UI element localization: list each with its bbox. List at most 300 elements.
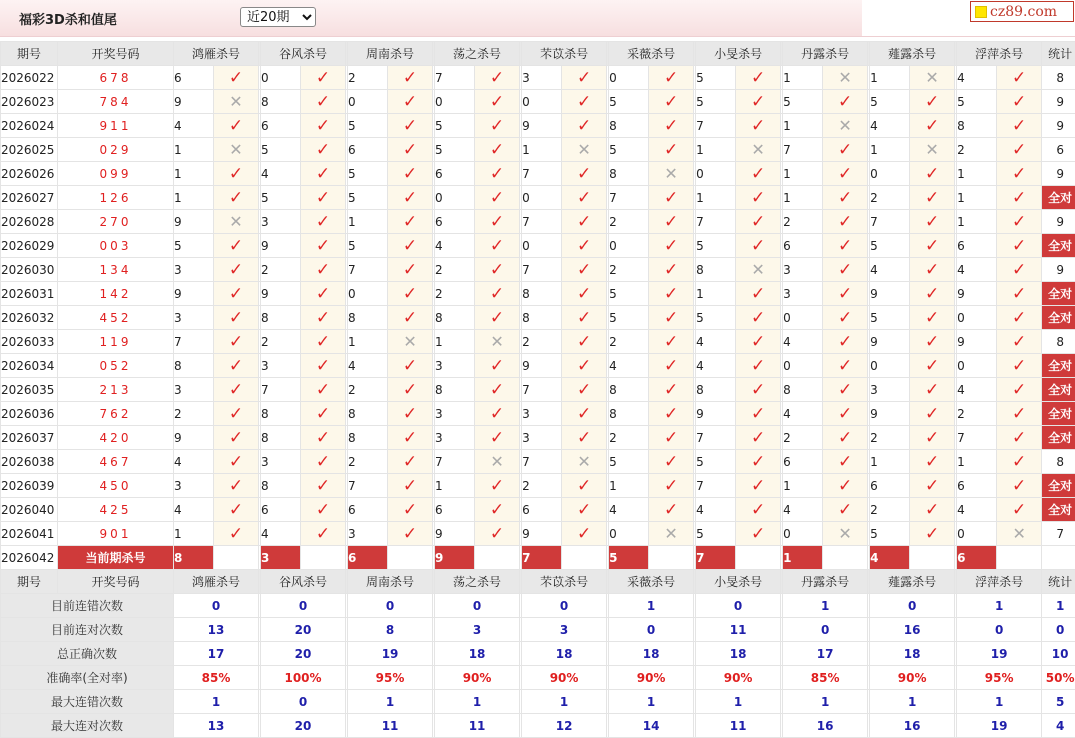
kill-number-cell: 4 — [870, 258, 910, 282]
result-mark-cell — [388, 378, 433, 402]
kill-number-cell: 5 — [435, 138, 475, 162]
result-mark-cell — [475, 450, 520, 474]
check-icon: ✓ — [315, 259, 331, 280]
check-icon: ✓ — [663, 427, 679, 448]
result-mark-cell — [562, 378, 607, 402]
table-row — [1, 234, 1075, 258]
check-icon: ✓ — [315, 211, 331, 232]
cross-icon: ✕ — [925, 139, 939, 159]
result-mark-cell — [214, 378, 259, 402]
result-mark-cell — [301, 258, 346, 282]
kill-number-cell: 0 — [522, 90, 562, 114]
result-mark-cell — [214, 450, 259, 474]
kill-number-cell: 3 — [261, 354, 301, 378]
column-header-number: 开奖号码 — [58, 42, 174, 66]
result-mark-cell — [649, 186, 694, 210]
check-icon: ✓ — [925, 331, 940, 352]
kill-number-cell: 8 — [174, 354, 214, 378]
stat-cell: 全对 — [1042, 498, 1075, 522]
check-icon: ✓ — [228, 283, 244, 304]
check-icon: ✓ — [925, 379, 940, 400]
draw-number-cell: 099 — [58, 162, 174, 186]
result-mark-cell — [823, 354, 868, 378]
table-row — [1, 210, 1075, 234]
draw-number-cell: 784 — [58, 90, 174, 114]
kill-number-cell: 0 — [609, 234, 649, 258]
result-mark-cell — [301, 330, 346, 354]
check-icon: ✓ — [315, 475, 331, 496]
result-mark-cell — [388, 522, 433, 546]
stat-cell: 全对 — [1042, 426, 1075, 450]
check-icon: ✓ — [925, 235, 940, 256]
result-mark-cell — [823, 234, 868, 258]
kill-number-cell: 5 — [870, 234, 910, 258]
check-icon: ✓ — [1012, 211, 1027, 232]
table-row — [1, 402, 1075, 426]
issue-cell: 2026035 — [1, 378, 58, 402]
column-header-expert: 谷风杀号 — [261, 570, 346, 594]
result-mark-cell — [736, 498, 781, 522]
column-header-expert: 采薇杀号 — [609, 42, 694, 66]
table-row — [1, 378, 1075, 402]
check-icon: ✓ — [837, 451, 853, 472]
cross-icon: ✕ — [490, 451, 504, 471]
cross-icon: ✕ — [577, 139, 591, 159]
result-mark-cell — [997, 354, 1042, 378]
draw-number-cell: 270 — [58, 210, 174, 234]
table-row — [1, 306, 1075, 330]
result-mark-cell — [910, 354, 955, 378]
column-header-expert: 荡之杀号 — [435, 570, 520, 594]
result-mark-cell — [388, 474, 433, 498]
result-mark-cell — [562, 66, 607, 90]
period-select[interactable] — [240, 7, 316, 27]
summary-value: 20 — [261, 642, 346, 666]
kill-number-cell: 7 — [696, 426, 736, 450]
issue-cell: 2026039 — [1, 474, 58, 498]
result-mark-cell — [823, 306, 868, 330]
result-mark-cell — [736, 354, 781, 378]
result-mark-cell — [736, 162, 781, 186]
cross-icon: ✕ — [664, 523, 678, 543]
result-mark-cell — [910, 498, 955, 522]
kill-number-cell: 6 — [261, 498, 301, 522]
column-header-expert: 芣苡杀号 — [522, 570, 607, 594]
column-header-expert: 周南杀号 — [348, 42, 433, 66]
kill-number-cell: 5 — [435, 114, 475, 138]
result-mark-cell — [214, 66, 259, 90]
check-icon: ✓ — [576, 331, 592, 352]
result-mark-cell — [736, 234, 781, 258]
column-header-stats: 统计 — [1042, 570, 1075, 594]
check-icon: ✓ — [489, 523, 505, 544]
kill-number-cell: 8 — [348, 306, 388, 330]
summary-value: 90% — [609, 666, 694, 690]
result-mark-cell — [823, 378, 868, 402]
result-mark-cell — [388, 258, 433, 282]
check-icon: ✓ — [750, 475, 766, 496]
kill-number-cell: 9 — [522, 522, 562, 546]
kill-number-cell: 8 — [261, 474, 301, 498]
current-kill-blank — [910, 546, 955, 570]
issue-cell: 2026041 — [1, 522, 58, 546]
result-mark-cell — [214, 258, 259, 282]
cross-icon: ✕ — [925, 67, 939, 87]
logo-text: cz89.com — [990, 3, 1058, 20]
summary-value: 0 — [609, 618, 694, 642]
summary-value: 90% — [435, 666, 520, 690]
summary-value: 13 — [174, 618, 259, 642]
result-mark-cell — [823, 282, 868, 306]
kill-number-cell: 8 — [783, 378, 823, 402]
stat-cell: 6 — [1042, 138, 1075, 162]
summary-value-stat: 0 — [1042, 618, 1075, 642]
kill-number-cell: 2 — [522, 330, 562, 354]
current-kill-blank — [736, 546, 781, 570]
result-mark-cell — [562, 90, 607, 114]
draw-number-cell: 762 — [58, 402, 174, 426]
summary-value: 0 — [261, 594, 346, 618]
summary-value: 18 — [609, 642, 694, 666]
stat-cell: 8 — [1042, 66, 1075, 90]
kill-number-cell: 8 — [261, 306, 301, 330]
check-icon: ✓ — [402, 283, 418, 304]
kill-number-cell: 5 — [870, 90, 910, 114]
kill-number-cell: 8 — [609, 162, 649, 186]
column-header-expert: 小旻杀号 — [696, 570, 781, 594]
check-icon: ✓ — [228, 427, 244, 448]
kill-number-cell: 6 — [348, 138, 388, 162]
cross-icon: ✕ — [403, 331, 417, 351]
check-icon: ✓ — [663, 307, 679, 328]
result-mark-cell — [301, 474, 346, 498]
result-mark-cell — [823, 114, 868, 138]
check-icon: ✓ — [315, 379, 331, 400]
check-icon: ✓ — [576, 403, 592, 424]
kill-number-table — [0, 41, 1075, 738]
kill-number-cell: 7 — [522, 450, 562, 474]
kill-number-cell: 3 — [783, 258, 823, 282]
summary-value: 11 — [348, 714, 433, 738]
kill-number-cell: 9 — [261, 234, 301, 258]
kill-number-cell: 9 — [957, 282, 997, 306]
kill-number-cell: 3 — [174, 306, 214, 330]
summary-value: 1 — [609, 594, 694, 618]
check-icon: ✓ — [489, 67, 505, 88]
check-icon: ✓ — [925, 523, 940, 544]
summary-value-stat: 4 — [1042, 714, 1075, 738]
kill-number-cell: 6 — [435, 498, 475, 522]
check-icon: ✓ — [1012, 307, 1027, 328]
check-icon: ✓ — [837, 91, 853, 112]
check-icon: ✓ — [1012, 499, 1027, 520]
summary-value: 17 — [174, 642, 259, 666]
kill-number-cell: 6 — [174, 66, 214, 90]
kill-number-cell: 2 — [261, 258, 301, 282]
kill-number-cell: 9 — [957, 330, 997, 354]
check-icon: ✓ — [489, 163, 505, 184]
check-icon: ✓ — [489, 403, 505, 424]
kill-number-cell: 1 — [174, 162, 214, 186]
kill-number-cell: 3 — [174, 378, 214, 402]
kill-number-cell: 5 — [870, 306, 910, 330]
check-icon: ✓ — [837, 283, 853, 304]
result-mark-cell — [823, 258, 868, 282]
result-mark-cell — [388, 450, 433, 474]
kill-number-cell: 3 — [174, 258, 214, 282]
kill-number-cell: 5 — [696, 522, 736, 546]
check-icon: ✓ — [750, 91, 766, 112]
kill-number-cell: 7 — [435, 66, 475, 90]
site-logo[interactable] — [970, 1, 1074, 22]
check-icon: ✓ — [228, 331, 244, 352]
table-row — [1, 66, 1075, 90]
column-header-expert: 鸿雁杀号 — [174, 570, 259, 594]
result-mark-cell — [997, 258, 1042, 282]
kill-number-cell: 1 — [696, 138, 736, 162]
stat-cell: 全对 — [1042, 474, 1075, 498]
stat-cell: 9 — [1042, 90, 1075, 114]
result-mark-cell — [823, 186, 868, 210]
check-icon: ✓ — [925, 307, 940, 328]
check-icon: ✓ — [576, 187, 592, 208]
kill-number-cell: 1 — [957, 210, 997, 234]
column-header-expert: 荡之杀号 — [435, 42, 520, 66]
result-mark-cell — [388, 282, 433, 306]
kill-number-cell: 1 — [435, 330, 475, 354]
current-kill-row — [1, 546, 1075, 570]
result-mark-cell — [301, 90, 346, 114]
summary-value: 90% — [696, 666, 781, 690]
result-mark-cell — [997, 210, 1042, 234]
check-icon: ✓ — [837, 403, 853, 424]
kill-number-cell: 6 — [957, 474, 997, 498]
result-mark-cell — [214, 210, 259, 234]
result-mark-cell — [649, 162, 694, 186]
check-icon: ✓ — [663, 91, 679, 112]
summary-row — [1, 618, 1075, 642]
table-row — [1, 522, 1075, 546]
result-mark-cell — [562, 474, 607, 498]
kill-number-cell: 3 — [435, 426, 475, 450]
kill-number-cell: 8 — [348, 402, 388, 426]
kill-number-cell: 9 — [522, 114, 562, 138]
check-icon: ✓ — [402, 379, 418, 400]
page-title: 福彩3D杀和值尾 — [19, 13, 117, 28]
kill-number-cell: 2 — [957, 402, 997, 426]
check-icon: ✓ — [750, 163, 766, 184]
summary-value: 1 — [957, 690, 1042, 714]
draw-number-cell: 450 — [58, 474, 174, 498]
result-mark-cell — [736, 426, 781, 450]
result-mark-cell — [649, 234, 694, 258]
kill-number-cell: 7 — [609, 186, 649, 210]
check-icon: ✓ — [1012, 451, 1027, 472]
kill-number-cell: 9 — [174, 210, 214, 234]
result-mark-cell — [475, 330, 520, 354]
result-mark-cell — [823, 90, 868, 114]
result-mark-cell — [736, 138, 781, 162]
kill-number-cell: 1 — [174, 138, 214, 162]
check-icon: ✓ — [1012, 475, 1027, 496]
result-mark-cell — [997, 66, 1042, 90]
result-mark-cell — [388, 234, 433, 258]
column-header-expert: 浮萍杀号 — [957, 570, 1042, 594]
header-row — [1, 570, 1075, 594]
kill-number-cell: 7 — [870, 210, 910, 234]
issue-cell: 2026032 — [1, 306, 58, 330]
result-mark-cell — [997, 426, 1042, 450]
check-icon: ✓ — [1012, 67, 1027, 88]
check-icon: ✓ — [1012, 379, 1027, 400]
kill-number-cell: 1 — [870, 450, 910, 474]
kill-number-cell: 3 — [174, 474, 214, 498]
check-icon: ✓ — [315, 355, 331, 376]
result-mark-cell — [301, 162, 346, 186]
check-icon: ✓ — [750, 115, 766, 136]
check-icon: ✓ — [925, 355, 940, 376]
summary-value: 85% — [174, 666, 259, 690]
current-stat-blank — [1042, 546, 1075, 570]
summary-value: 1 — [783, 594, 868, 618]
column-header-expert: 浮萍杀号 — [957, 42, 1042, 66]
result-mark-cell — [301, 426, 346, 450]
check-icon: ✓ — [315, 115, 331, 136]
kill-number-cell: 8 — [522, 306, 562, 330]
kill-number-cell: 5 — [348, 114, 388, 138]
kill-number-cell: 4 — [783, 498, 823, 522]
column-header-expert: 丹露杀号 — [783, 570, 868, 594]
check-icon: ✓ — [402, 235, 418, 256]
kill-number-cell: 8 — [261, 426, 301, 450]
kill-number-cell: 5 — [348, 234, 388, 258]
kill-number-cell: 8 — [609, 402, 649, 426]
kill-number-cell: 0 — [435, 90, 475, 114]
kill-number-cell: 9 — [435, 522, 475, 546]
result-mark-cell — [997, 114, 1042, 138]
kill-number-cell: 0 — [870, 354, 910, 378]
result-mark-cell — [910, 186, 955, 210]
check-icon: ✓ — [1012, 403, 1027, 424]
kill-number-cell: 5 — [609, 306, 649, 330]
summary-value: 1 — [609, 690, 694, 714]
table-row — [1, 258, 1075, 282]
summary-value: 18 — [696, 642, 781, 666]
result-mark-cell — [388, 498, 433, 522]
summary-value: 1 — [435, 690, 520, 714]
result-mark-cell — [475, 402, 520, 426]
summary-value: 3 — [435, 618, 520, 642]
check-icon: ✓ — [489, 499, 505, 520]
column-header-expert: 鸿雁杀号 — [174, 42, 259, 66]
result-mark-cell — [475, 378, 520, 402]
summary-value: 90% — [870, 666, 955, 690]
kill-number-cell: 0 — [261, 66, 301, 90]
cross-icon: ✕ — [577, 451, 591, 471]
table-row — [1, 162, 1075, 186]
kill-number-cell: 7 — [522, 210, 562, 234]
header-row — [1, 42, 1075, 66]
kill-number-cell: 4 — [348, 354, 388, 378]
result-mark-cell — [562, 114, 607, 138]
column-header-number: 开奖号码 — [58, 570, 174, 594]
check-icon: ✓ — [315, 283, 331, 304]
kill-number-cell: 7 — [522, 258, 562, 282]
table-row — [1, 138, 1075, 162]
check-icon: ✓ — [837, 187, 853, 208]
check-icon: ✓ — [489, 235, 505, 256]
result-mark-cell — [823, 162, 868, 186]
kill-number-cell: 0 — [348, 90, 388, 114]
check-icon: ✓ — [1012, 163, 1027, 184]
kill-number-cell: 4 — [261, 162, 301, 186]
result-mark-cell — [388, 114, 433, 138]
result-mark-cell — [910, 66, 955, 90]
kill-number-cell: 0 — [870, 162, 910, 186]
stat-cell: 9 — [1042, 162, 1075, 186]
kill-number-cell: 5 — [174, 234, 214, 258]
check-icon: ✓ — [576, 235, 592, 256]
draw-number-cell: 003 — [58, 234, 174, 258]
result-mark-cell — [649, 114, 694, 138]
check-icon: ✓ — [750, 499, 766, 520]
kill-number-cell: 0 — [609, 522, 649, 546]
summary-value: 1 — [348, 690, 433, 714]
result-mark-cell — [475, 522, 520, 546]
summary-value: 8 — [348, 618, 433, 642]
kill-number-cell: 4 — [261, 522, 301, 546]
check-icon: ✓ — [489, 355, 505, 376]
current-kill-number: 7 — [522, 546, 562, 570]
kill-number-cell: 4 — [783, 402, 823, 426]
result-mark-cell — [823, 402, 868, 426]
kill-number-cell: 2 — [870, 186, 910, 210]
table-row — [1, 282, 1075, 306]
kill-number-cell: 7 — [522, 378, 562, 402]
kill-number-cell: 7 — [435, 450, 475, 474]
check-icon: ✓ — [750, 211, 766, 232]
result-mark-cell — [214, 330, 259, 354]
result-mark-cell — [475, 66, 520, 90]
kill-number-cell: 1 — [174, 186, 214, 210]
check-icon: ✓ — [315, 331, 331, 352]
check-icon: ✓ — [228, 67, 244, 88]
stat-cell: 全对 — [1042, 282, 1075, 306]
kill-number-cell: 8 — [609, 114, 649, 138]
check-icon: ✓ — [663, 115, 679, 136]
check-icon: ✓ — [837, 139, 853, 160]
kill-number-cell: 4 — [174, 114, 214, 138]
current-kill-blank — [475, 546, 520, 570]
check-icon: ✓ — [663, 235, 679, 256]
check-icon: ✓ — [837, 259, 853, 280]
check-icon: ✓ — [663, 211, 679, 232]
summary-label: 总正确次数 — [1, 642, 174, 666]
check-icon: ✓ — [576, 379, 592, 400]
result-mark-cell — [475, 234, 520, 258]
stat-cell: 9 — [1042, 210, 1075, 234]
kill-number-cell: 2 — [609, 258, 649, 282]
stat-cell: 全对 — [1042, 402, 1075, 426]
result-mark-cell — [736, 282, 781, 306]
check-icon: ✓ — [402, 139, 418, 160]
summary-value: 1 — [870, 690, 955, 714]
kill-number-cell: 7 — [696, 474, 736, 498]
kill-number-cell: 5 — [696, 306, 736, 330]
stat-cell: 全对 — [1042, 354, 1075, 378]
result-mark-cell — [214, 402, 259, 426]
kill-number-cell: 5 — [348, 186, 388, 210]
